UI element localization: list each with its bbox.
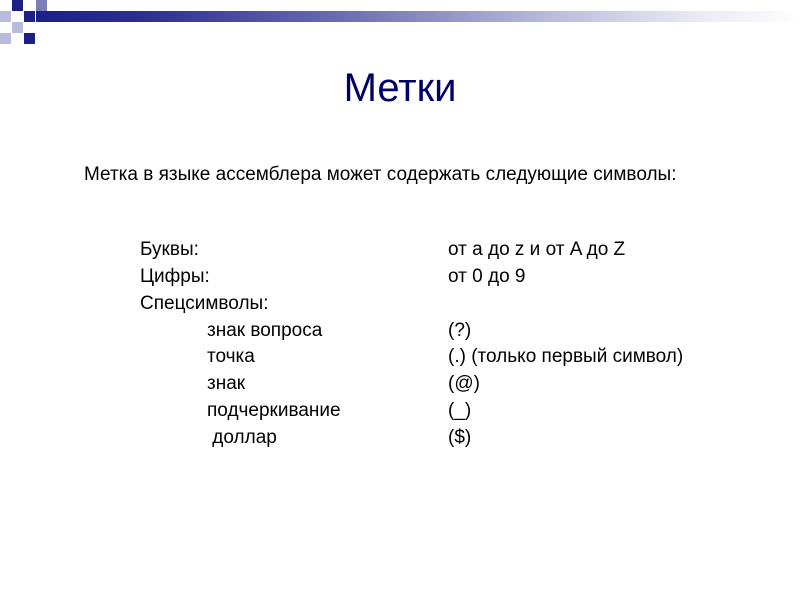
special-value-underscore: (_) [448, 400, 472, 421]
special-label-question: знак вопроса [207, 320, 323, 341]
special-label-at: знак [207, 373, 246, 394]
corner-square [24, 11, 35, 22]
special-label-dollar: доллар [207, 427, 277, 448]
category-value-letters: от a до z и от A до Z [448, 239, 626, 260]
intro-text: Метка в языке ассемблера может содержать следующие символы: [84, 164, 677, 185]
special-value-question: (?) [448, 320, 472, 341]
category-label-letters: Буквы: [140, 239, 199, 260]
corner-square [0, 33, 11, 44]
corner-square [12, 0, 23, 11]
corner-square [36, 0, 47, 11]
special-value-dot: (.) (только первый символ) [448, 346, 684, 367]
header-gradient-bar [36, 11, 800, 22]
category-value-digits: от 0 до 9 [448, 266, 526, 287]
special-value-dollar: ($) [448, 427, 472, 448]
special-value-at: (@) [448, 373, 480, 394]
slide-title: Метки [343, 66, 457, 110]
special-label-underscore: подчеркивание [207, 400, 341, 421]
corner-square [0, 11, 11, 22]
category-label-digits: Цифры: [140, 266, 210, 287]
corner-square [12, 22, 23, 33]
category-label-special: Спецсимволы: [140, 293, 269, 314]
corner-square [24, 33, 35, 44]
special-label-dot: точка [207, 346, 255, 367]
